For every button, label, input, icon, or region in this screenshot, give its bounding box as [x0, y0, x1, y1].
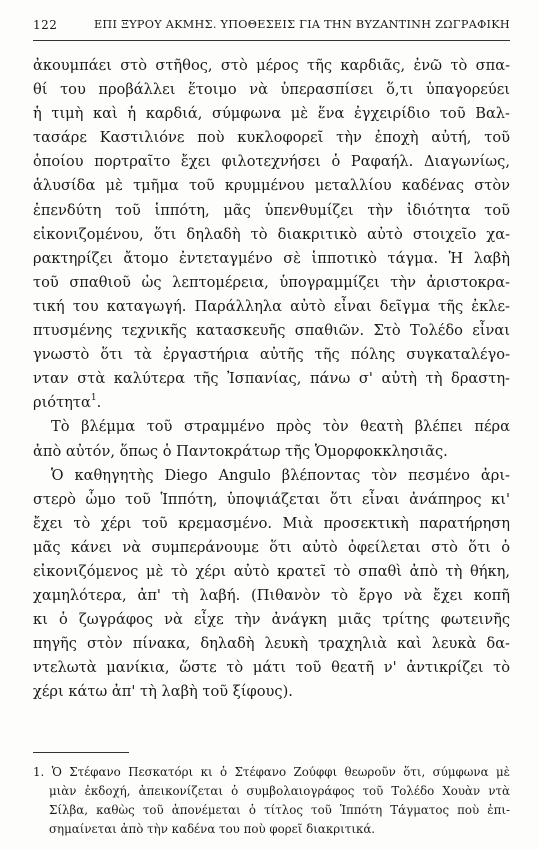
text-line-last: ἀπὸ αὐτόν, ὅπως ὁ Παντοκράτωρ τῆς Ὁμορφοκκλησιᾶς. — [33, 442, 448, 460]
text-line: τασάρε Καστιλιόνε ποὺ κυκλοφορεῖ τὴν ἐποχὴ αὐτή, τοῦ — [33, 129, 510, 147]
text-line: ἡ τιμὴ καὶ ἡ καρδιά, σύμφωνα μὲ ἕνα ἐγχειρίδιο τοῦ Βαλ- — [33, 105, 510, 123]
footnote-line: μιὰν ἐκδοχή, ἀπεικονίζεται ὁ συμβολαιογράφος τοῦ Τολέδο Χουὰν ντὰ — [49, 784, 510, 798]
text-line: ρακτηρίζει ἄτομο ἐντεταγμένο σὲ ἱπποτικὸ τάγμα. Ἡ λαβὴ — [33, 249, 510, 267]
text-line: ντελωτὰ μανίκια, ὥστε τὸ μάτι τοῦ θεατῆ ν' ἀντικρίζει τὸ — [33, 659, 510, 677]
text-line: ἁλυσίδα μὲ τμῆμα τοῦ κρυμμένου μεταλλίου καδένας στὸν — [33, 177, 510, 195]
footnote-reference[interactable]: 1 — [90, 393, 97, 404]
footnote-line-last: σημαίνεται ἀπὸ τὴν καδένα του ποὺ φορεῖ διακριτικά. — [49, 822, 376, 836]
footnote-line: Σίλβα, καθὼς τοῦ ἀπονέμεται ὁ τίτλος τοῦ Ἱππότη Τάγματος ποὺ ἐπι- — [49, 803, 510, 817]
footnote-text: Ὁ Στέφανο Πεσκατόρι κι ὁ Στέφανο Ζούφφι θεωροῦν ὅτι, σύμφωνα μὲ — [51, 765, 510, 779]
text-line: ἀκουμπάει στὸ στῆθος, στὸ μέρος τῆς καρδιᾶς, ἐνῶ τὸ σπα- — [33, 57, 510, 74]
paragraph-1 — [33, 54, 510, 415]
footnote-number: 1. — [33, 765, 45, 779]
running-head: ΕΠΙ ΞΥΡΟΥ ΑΚΜΗΣ. ΥΠΟΘΕΣΕΙΣ ΓΙΑ ΤΗΝ ΒΥΖΑΝΤΙΝΗ ΖΩΓΡΑΦΙΚΗ — [93, 18, 510, 31]
paragraph-2 — [33, 415, 510, 463]
text-fragment: ριότητα — [33, 394, 91, 412]
page-number: 122 — [33, 18, 58, 32]
text-line: ἐπενδύτη τοῦ ἱππότη, μᾶς ὑπενθυμίζει τὴν ἰδιότητα τοῦ — [33, 201, 510, 219]
text-line: νταν στὰ καλύτερα τῆς Ἰσπανίας, πάνω σ' αὐτὴ τὴ δραστη- — [33, 370, 510, 388]
text-line: πηγῆς στὸν πίνακα, δηλαδὴ λευκὴ τραχηλιὰ καὶ λευκὰ δα- — [33, 635, 510, 653]
text-line: στερὸ ὦμο τοῦ Ἱππότη, ὑποψιάζεται ὅτι εἶναι ἀνάπηρος κι' — [33, 490, 510, 508]
text-line: κι ὁ ζωγράφος νὰ εἶχε τὴν ἀνάγκη μιᾶς τρίτης φωτεινῆς — [33, 611, 510, 629]
text-line: χαμηλότερα, ἀπ' τὴ λαβή. (Πιθανὸν τὸ ἔργο νὰ ἔχει κοπῆ — [33, 587, 510, 605]
text-line-last — [33, 391, 510, 415]
page-header — [33, 14, 510, 41]
text-fragment: . — [96, 394, 102, 412]
text-line: εἰκονιζομένου, ὅτι δηλαδὴ τὸ διακριτικὸ αὐτὸ στοιχεῖο χα- — [33, 225, 510, 243]
text-line: ὁποίου πορτραῖτο ἔχει φιλοτεχνήσει ὁ Ραφαήλ. Διαγωνίως, — [33, 153, 510, 171]
text-line: Ὁ καθηγητὴς Diego Angulo βλέποντας τὸν πεσμένο ἀρι- — [51, 466, 510, 484]
body-text — [33, 54, 510, 705]
paragraph-3 — [33, 464, 510, 705]
text-line: τική του καταγωγή. Παράλληλα αὐτὸ εἶναι δεῖγμα τῆς ἐκλε- — [33, 297, 510, 315]
text-line-last: χέρι κάτω ἀπ' τὴ λαβὴ τοῦ ξίφους). — [33, 683, 293, 701]
footnote — [33, 763, 510, 839]
footnote-line-first — [33, 763, 510, 782]
text-line: γνωστὸ ὅτι τὰ ἐργαστήρια αὐτῆς τῆς πόλης συγκαταλέγο- — [33, 346, 510, 364]
text-line: τοῦ σπαθιοῦ ὡς λεπτομέρεια, ὑπογραμμίζει τὴν ἀριστοκρα- — [33, 273, 510, 291]
text-line: θί του προβάλλει ἕτοιμο νὰ ὑπερασπίσει ὅ,τι ὑπαγορεύει — [33, 81, 510, 99]
text-line: ἔχει τὸ χέρι τοῦ κρεμασμένο. Μιὰ προσεκτικὴ παρατήρηση — [33, 514, 510, 532]
footnote-divider — [33, 752, 129, 753]
text-line: πτυσμένης τεχνικῆς κατασκευῆς σπαθιῶν. Στὸ Τολέδο εἶναι — [33, 322, 510, 340]
text-line: εἰκονιζόμενος μὲ τὸ χέρι αὐτὸ κρατεῖ τὸ σπαθὶ ἀπὸ τὴ θήκη, — [33, 562, 510, 580]
text-line: μᾶς κάνει νὰ συμπεράνουμε ὅτι αὐτὸ ὀφείλεται στὸ ὅτι ὁ — [33, 538, 510, 556]
text-line: Τὸ βλέμμα τοῦ στραμμένο πρὸς τὸν θεατὴ βλέπει πέρα — [51, 418, 510, 436]
